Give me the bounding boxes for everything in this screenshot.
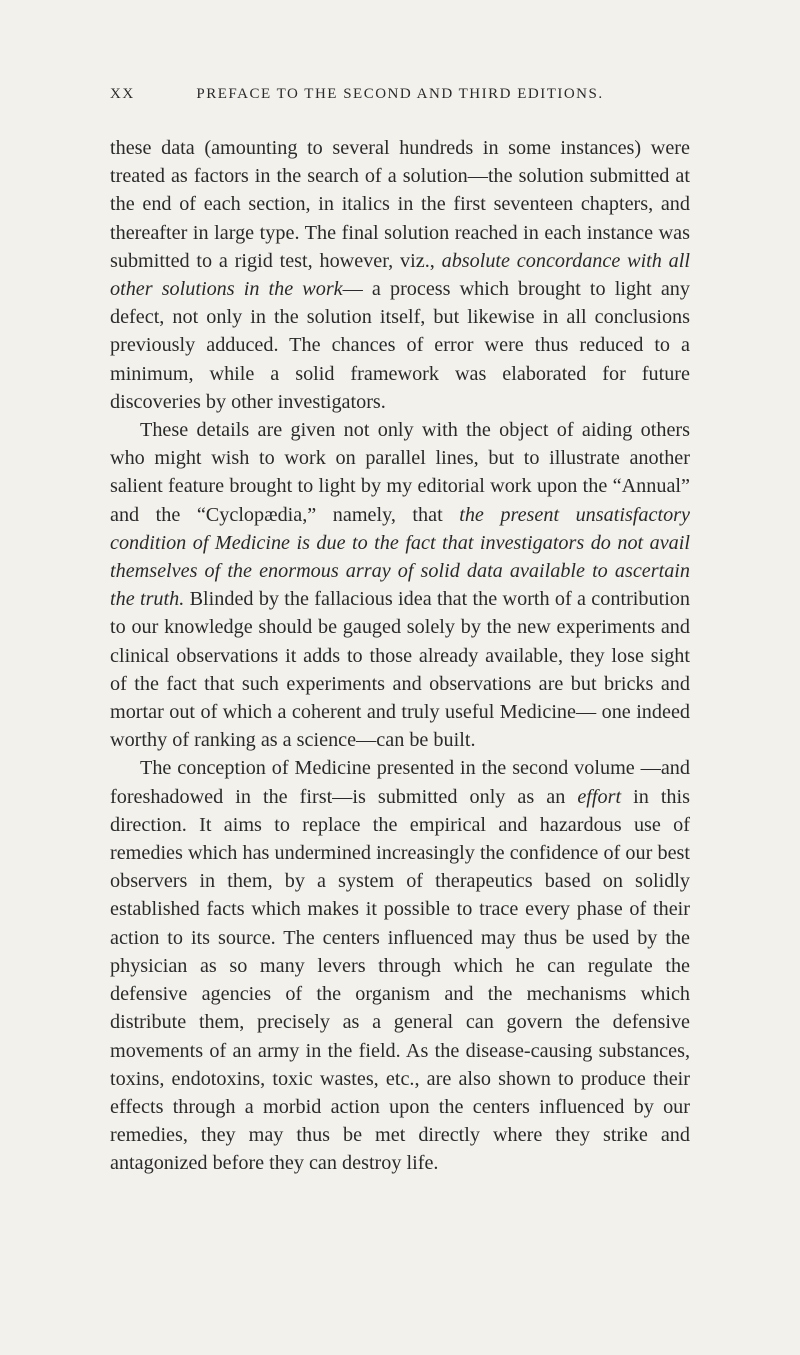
paragraph-2-italic: the present unsatisfactory condition of Medicine is due to the fact that investigators do not avail themselves of the enormous array of solid data available to ascertain the truth. xyxy=(110,503,690,611)
paragraph-3-italic: effort xyxy=(577,785,622,808)
paragraph-3 xyxy=(110,754,690,1177)
paragraph-1-italic: absolute concordance with all other solutions in the work xyxy=(110,249,690,301)
page-number: XX xyxy=(110,86,135,102)
paragraph-1-text-c: — a process which brought to light any defect, not only in the solution itself, but likewise in all conclusions previously adduced. The chances of error were thus reduced to a minimum, while a solid framework was elaborated for future discoveries by other investigators. xyxy=(110,278,690,413)
running-head xyxy=(110,86,690,110)
paragraph-2 xyxy=(110,416,690,754)
paragraph-2-text-c: Blinded by the fallacious idea that the worth of a contribution to our knowledge should be gauged solely by the new experiments and clinical observations it adds to those already available, they lose sight of the fact that such experiments and observations are but bricks and mortar out of which a coherent and truly useful Medicine— one indeed worthy of ranking as a science—can be built. xyxy=(110,588,690,752)
running-head-title: PREFACE TO THE SECOND AND THIRD EDITIONS. xyxy=(196,86,604,102)
paragraph-3-text-c: in this direction. It aims to replace the empirical and hazardous use of remedies which has undermined increasingly the confidence of our best observers in them, by a system of therapeutics based on solidly established facts which makes it possible to trace every phase of their action to its source. The centers influenced may thus be used by the physician as so many levers through which he can regulate the defensive agencies of the organism and the mechanisms which distribute them, precisely as a general can govern the defensive movements of an army in the field. As the disease-causing substances, toxins, endotoxins, toxic wastes, etc., are also shown to produce their effects through a morbid action upon the centers influenced by our remedies, they may thus be met directly where they strike and antagonized before they can destroy life. xyxy=(110,785,690,1175)
body-text xyxy=(110,134,690,1178)
paragraph-3-text-a: The conception of Medicine presented in the second volume —and foreshadowed in the first—is submitted only as an xyxy=(110,757,690,808)
paragraph-2-text-a: These details are given not only with the object of aiding others who might wish to work on parallel lines, but to illustrate another salient feature brought to light by my editorial work upon the “Annual” and the “Cyclopædia,” namely, that xyxy=(110,419,690,526)
paragraph-1 xyxy=(110,134,690,416)
paragraph-1-text-a: these data (amounting to several hundreds in some instances) were treated as factors in the search of a solution—the solution submitted at the end of each section, in italics in the first seventeen chapters, and thereafter in large type. The final solution reached in each instance was submitted to a rigid test, however, viz., xyxy=(110,137,690,272)
